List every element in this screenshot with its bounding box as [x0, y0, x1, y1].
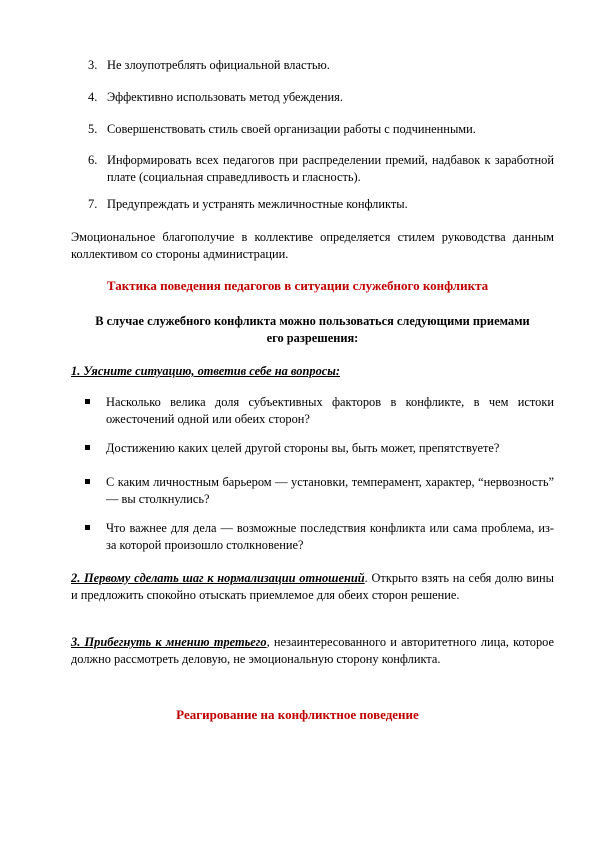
step2-title: 2. Первому сделать шаг к нормализации отношений [71, 571, 365, 585]
list-text: Эффективно использовать метод убеждения. [107, 90, 343, 104]
bullet-text: С каким личностным барьером — установки, темперамент, характер, “нервозность” — вы столкнулись? [106, 475, 554, 506]
list-item [88, 89, 554, 106]
bullet-icon [85, 525, 90, 530]
list-item [88, 196, 554, 213]
paragraph-climate: Эмоциональное благополучие в коллективе определяется стилем руководства данным коллективом со стороны администрации. [71, 230, 554, 261]
list-text: Предупреждать и устранять межличностные конфликты. [107, 197, 408, 211]
list-number: 5. [88, 122, 98, 136]
step2-text: . Открыто взять на себя долю вины и предложить спокойно отыскать приемлемое для обеих сторон решение. [71, 571, 554, 602]
list-text: Не злоупотреблять официальной властью. [107, 58, 330, 72]
heading-tactics: Тактика поведения педагогов в ситуации служебного конфликта [106, 278, 489, 293]
list-text: Информировать всех педагогов при распределении премий, надбавок к заработной плате (социальная справедливость и гласность). [107, 153, 554, 184]
subheading-methods: В случае служебного конфликта можно пользоваться следующими приемами его разрешения: [95, 314, 530, 345]
list-item [88, 57, 554, 74]
paragraph-step2 [71, 570, 554, 604]
paragraph-step3 [71, 634, 554, 668]
bullet-text: Достижению каких целей другой стороны вы, быть может, препятствуете? [106, 441, 500, 455]
heading-reaction: Реагирование на конфликтное поведение [176, 707, 419, 722]
list-item [85, 520, 554, 554]
list-number: 3. [88, 58, 98, 72]
list-number: 7. [88, 197, 98, 211]
list-text: Совершенствовать стиль своей организации работы с подчиненными. [107, 122, 476, 136]
list-item [88, 152, 554, 186]
bullet-icon [85, 445, 90, 450]
list-item [85, 474, 554, 508]
step1-title [71, 363, 554, 380]
bullet-text: Насколько велика доля субъективных факторов в конфликте, в чем истоки ожесточений одной или обеих сторон? [106, 395, 554, 426]
step3-title: 3. Прибегнуть к мнению третьего [71, 635, 267, 649]
list-item [85, 440, 554, 457]
list-number: 6. [88, 153, 98, 167]
list-item [85, 394, 554, 428]
bullet-icon [85, 399, 90, 404]
step3-text: , незаинтересованного и авторитетного лица, которое должно рассмотреть деловую, не эмоциональную сторону конфликта. [71, 635, 554, 666]
step1-title-text: 1. Уясните ситуацию, ответив себе на вопросы: [71, 364, 341, 378]
bullet-text: Что важнее для дела — возможные последствия конфликта или сама проблема, из-за которой произошло столкновение? [106, 521, 554, 552]
list-number: 4. [88, 90, 98, 104]
bullet-icon [85, 479, 90, 484]
list-item [88, 121, 554, 138]
